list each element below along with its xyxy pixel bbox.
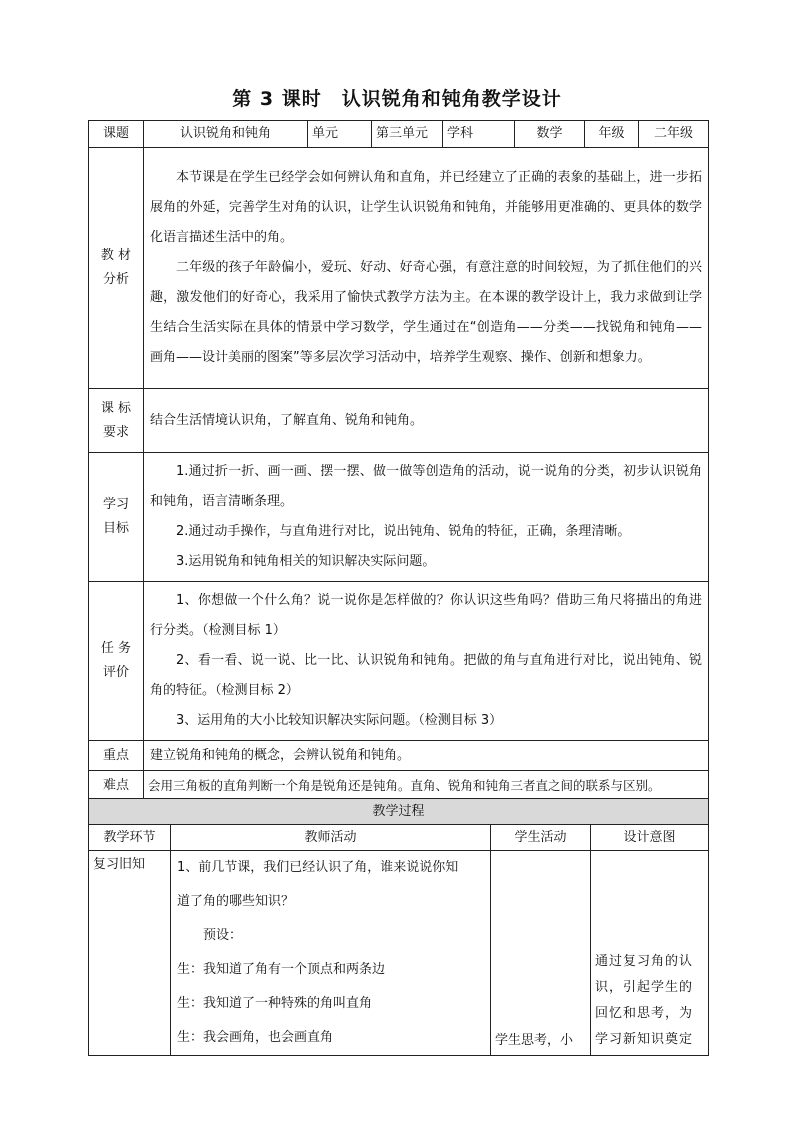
- difficulty-label: 难点: [89, 771, 144, 801]
- lesson-info-table: [88, 120, 709, 801]
- textbook-analysis-text: 本节课是在学生已经学会如何辨认角和直角，并已经建立了正确的表象的基础上，进一步拓展角的外延，完善学生对角的认识，让学生认识锐角和钝角，并能够用更准确的、更具体的数学化语言描述生活中的角。 二年级的孩子年龄偏小，爱玩、好动、好奇心强，有意注意的时间较短，为了抓住他们的兴趣，激发他们的好奇心，我采用了愉快式教学方法为主。在本课的教学设计上，我力求做到让学生结合生活实际在具体的情景中学习数学，学生通过在“创造角——分类——找锐角和钝角——画角——设计美丽的图案”等多层次学习活动中，培养学生观察、操作、创新和想象力。: [144, 148, 709, 389]
- stage-cell: 复习旧知: [89, 851, 171, 1056]
- process-title-row: [89, 799, 709, 825]
- task-evaluation-label: 任 务 评价: [89, 582, 144, 741]
- grade-value: 二年级: [639, 121, 709, 148]
- design-purpose-cell: 通过复习角的认识，引起学生的回忆和思考，为学习新知识奠定: [591, 851, 709, 1056]
- task-item: 2、看一看、说一说、比一比、认识锐角和钝角。把做的角与直角进行对比，说出钝角、锐角的特征。（检测目标 2）: [150, 653, 702, 698]
- curriculum-label: 课 标 要求: [89, 389, 144, 453]
- column-header: 教师活动: [171, 825, 491, 851]
- objective-item: 2.通过动手操作，与直角进行对比，说出钝角、锐角的特征，正确，条理清晰。: [176, 524, 631, 539]
- subject-value: 数学: [515, 121, 585, 148]
- objectives-label: 学习 目标: [89, 453, 144, 582]
- objective-item: 3.运用锐角和钝角相关的知识解决实际问题。: [176, 554, 436, 569]
- subject-label: 学科: [443, 121, 515, 148]
- process-title: 教学过程: [89, 799, 709, 825]
- textbook-analysis-row: [89, 148, 709, 389]
- grade-label: 年级: [585, 121, 639, 148]
- curriculum-row: [89, 389, 709, 453]
- objectives-row: [89, 453, 709, 582]
- topic-value: 认识锐角和钝角: [144, 121, 308, 148]
- curriculum-text: 结合生活情境认识角，了解直角、锐角和钝角。: [144, 389, 709, 453]
- column-header: 教学环节: [89, 825, 171, 851]
- objective-item: 1.通过折一折、画一画、摆一摆、做一做等创造角的活动，说一说角的分类，初步认识锐角和钝角，语言清晰条理。: [150, 464, 702, 509]
- key-point-row: [89, 741, 709, 771]
- task-item: 1、你想做一个什么角？说一说你是怎样做的？你认识这些角吗？借助三角尺将描出的角进行分类。（检测目标 1）: [150, 593, 702, 638]
- table-row: [89, 851, 709, 1056]
- task-evaluation-list: [144, 582, 709, 741]
- page-title: 第 3 课时 认识锐角和钝角教学设计: [232, 88, 562, 110]
- difficulty-text: 会用三角板的直角判断一个角是锐角还是钝角。直角、锐角和钝角三者直之间的联系与区别。: [144, 771, 709, 801]
- header-row: [89, 121, 709, 148]
- topic-label: 课题: [89, 121, 144, 148]
- column-header: 设计意图: [591, 825, 709, 851]
- textbook-analysis-label: 教 材 分析: [89, 148, 144, 389]
- student-activity-cell: 学生思考，小: [491, 851, 591, 1056]
- unit-label: 单元: [308, 121, 372, 148]
- objectives-list: [144, 453, 709, 582]
- column-header: 学生活动: [491, 825, 591, 851]
- task-evaluation-row: [89, 582, 709, 741]
- unit-value: 第三单元: [372, 121, 443, 148]
- key-point-text: 建立锐角和钝角的概念，会辨认锐角和钝角。: [144, 741, 709, 771]
- teacher-activity-cell: 1、前几节课，我们已经认识了角，谁来说说你知 道了角的哪些知识？ 预设： 生：我知道了角有一个顶点和两条边 生：我知道了一种特殊的角叫直角 生：我会画角，也会画直角: [171, 851, 491, 1056]
- process-header-row: [89, 825, 709, 851]
- task-item: 3、运用角的大小比较知识解决实际问题。（检测目标 3）: [176, 713, 503, 728]
- difficulty-row: [89, 771, 709, 801]
- key-point-label: 重点: [89, 741, 144, 771]
- teaching-process-table: [88, 798, 709, 1056]
